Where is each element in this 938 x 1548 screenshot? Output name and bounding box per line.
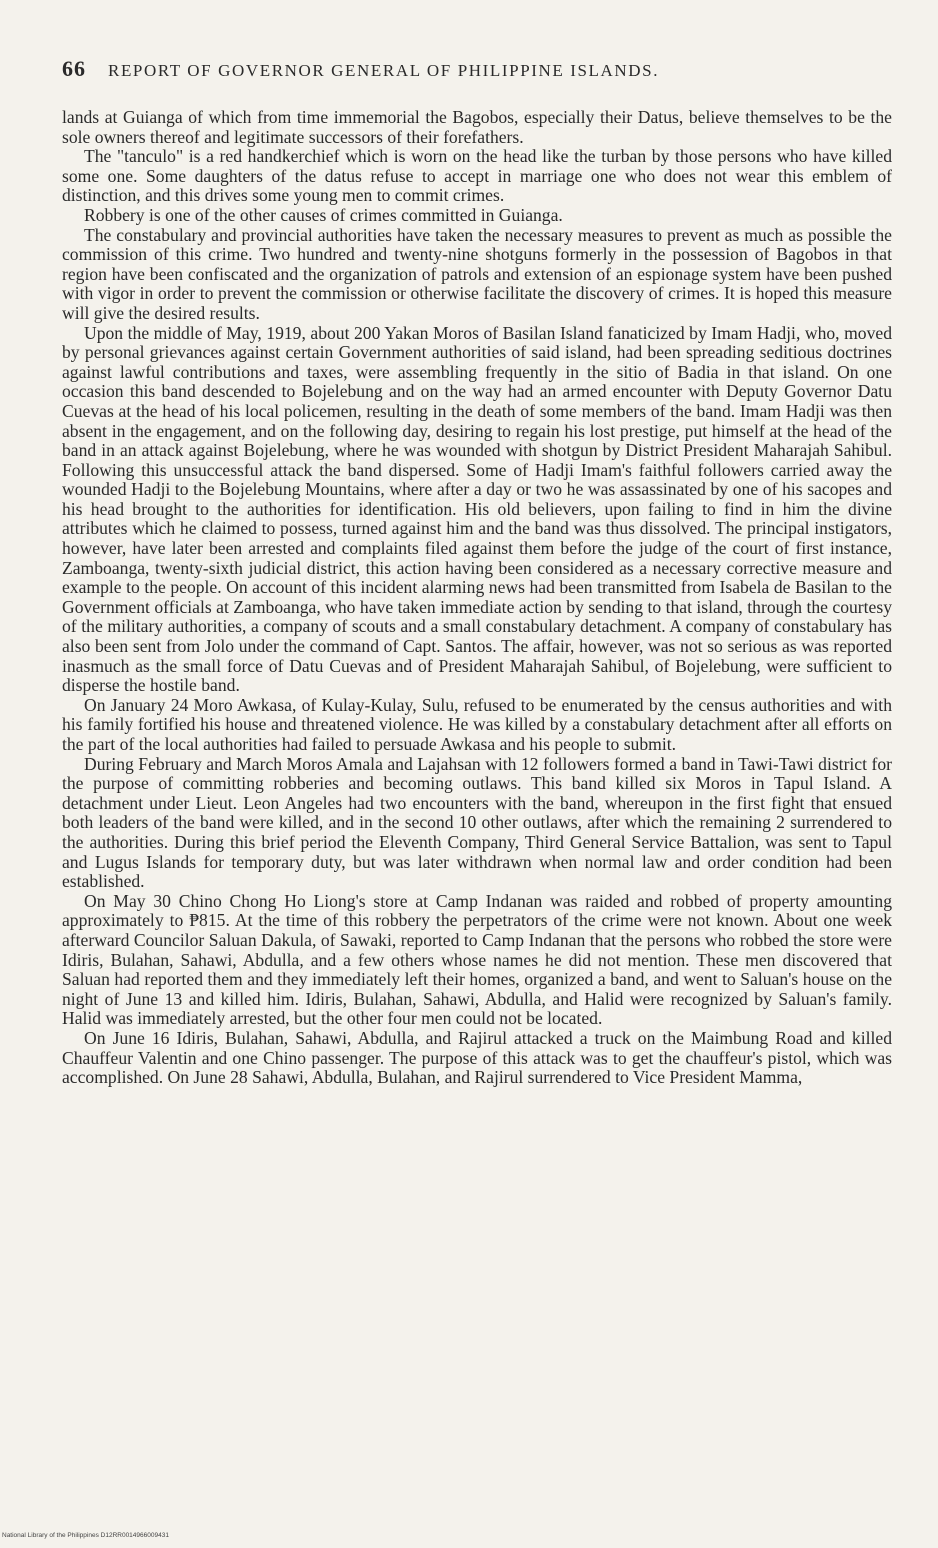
paragraph: During February and March Moros Amala and Lajahsan with 12 followers formed a band in Tawi-Tawi district for the purpose of committing robberies and becoming outlaws. This band killed six Moros in Tapul Island. A detachment under Lieut. Leon Angeles had two encounters with the band, whereupon in the first fight that ensued both leaders of the band were killed, and in the second 10 other outlaws, after which the remaining 2 surrendered to the authorities. During this brief period the Eleventh Company, Third General Service Battalion, was sent to Tapul and Lugus Islands for temporary duty, but was later withdrawn when normal law and order condition had been established. bbox=[62, 753, 892, 892]
page-header bbox=[62, 56, 892, 82]
paragraph: Upon the middle of May, 1919, about 200 Yakan Moros of Basilan Island fanaticized by Imam Hadji, who, moved by personal grievances against certain Government authorities of said island, had been spreading seditious doctrines against lawful contributions and taxes, were assembling frequently in the sitio of Badia in that island. On one occasion this band descended to Bojelebung and on the way had an armed encounter with Deputy Governor Datu Cuevas at the head of his local policemen, resulting in the death of some members of the band. Imam Hadji was then absent in the engagement, and on the following day, desiring to regain his lost prestige, put himself at the head of the band in an attack against Bojelebung, where he was wounded with shotgun by District President Maharajah Sahibul. Following this unsuccessful attack the band dispersed. Some of Hadji Imam's faithful followers carried away the wounded Hadji to the Bojelebung Mountains, where after a day or two he was assassinated by one of his sacopes and his head brought to the authorities for identification. His old believers, upon failing to find in him the divine attributes which he claimed to possess, turned against him and the band was thus dissolved. The principal instigators, however, have later been arrested and complaints filed against them before the judge of the court of first instance, Zamboanga, twenty-sixth judicial district, this action having been considered as a necessary corrective measure and example to the people. On account of this incident alarming news had been transmitted from Isabela de Basilan to the Government officials at Zamboanga, who have taken immediate action by sending to that island, through the courtesy of the military authorities, a company of scouts and a small constabulary detachment. A company of constabulary has also been sent from Jolo under the command of Capt. Santos. The affair, however, was not so serious as was reported inasmuch as the small force of Datu Cuevas and of President Maharajah Sahibul, of Bojelebung, were sufficient to disperse the hostile band. bbox=[62, 322, 892, 696]
paragraph: On May 30 Chino Chong Ho Liong's store at Camp Indanan was raided and robbed of property amounting approximately to ₱815. At the time of this robbery the perpetrators of the crime were not known. About one week afterward Councilor Saluan Dakula, of Sawaki, reported to Camp Indanan that the persons who robbed the store were Idiris, Bulahan, Sahawi, Abdulla, and a few others whose names he did not mention. These men discovered that Saluan had reported them and they immediately left their homes, organized a band, and went to Saluan's house on the night of June 13 and killed him. Idiris, Bulahan, Sahawi, Abdulla, and Halid were recognized by Saluan's family. Halid was immediately arrested, but the other four men could not be located. bbox=[62, 890, 892, 1029]
paragraph: On January 24 Moro Awkasa, of Kulay-Kulay, Sulu, refused to be enumerated by the census authorities and with his family fortified his house and threatened violence. He was killed by a constabulary detachment after all efforts on the part of the local authorities had failed to persuade Awkasa and his people to submit. bbox=[62, 694, 892, 754]
paragraph: Robbery is one of the other causes of crimes committed in Guianga. bbox=[84, 204, 563, 225]
page-number: 66 bbox=[62, 56, 86, 81]
archive-footer: National Library of the Philippines D12RR0014966009431 bbox=[2, 1532, 169, 1539]
paragraph: lands at Guianga of which from time immemorial the Bagobos, especially their Datus, believe themselves to be the sole owners thereof and legitimate successors of their forefathers. bbox=[62, 107, 892, 147]
document-page bbox=[62, 56, 892, 1088]
paragraph: On June 16 Idiris, Bulahan, Sahawi, Abdulla, and Rajirul attacked a truck on the Maimbung Road and killed Chauffeur Valentin and one Chino passenger. The purpose of this attack was to get the chauffeur's pistol, which was accomplished. On June 28 Sahawi, Abdulla, Bulahan, and Rajirul surrendered to Vice President Mamma, bbox=[62, 1027, 892, 1088]
paragraph: The "tanculo" is a red handkerchief which is worn on the head like the turban by those persons who have killed some one. Some daughters of the datus refuse to accept in marriage one who does not wear this emblem of distinction, and this drives some young men to commit crimes. bbox=[62, 146, 892, 206]
running-title: REPORT OF GOVERNOR GENERAL OF PHILIPPINE ISLANDS. bbox=[108, 61, 660, 80]
paragraph: The constabulary and provincial authorities have taken the necessary measures to prevent as much as possible the commission of this crime. Two hundred and twenty-nine shotguns formerly in the possession of Bagobos in that region have been confiscated and the organization of patrols and extension of an espionage system have been pushed with vigor in order to prevent the commission or otherwise facilitate the discovery of crimes. It is hoped this measure will give the desired results. bbox=[62, 224, 892, 323]
body-text bbox=[62, 108, 892, 1088]
